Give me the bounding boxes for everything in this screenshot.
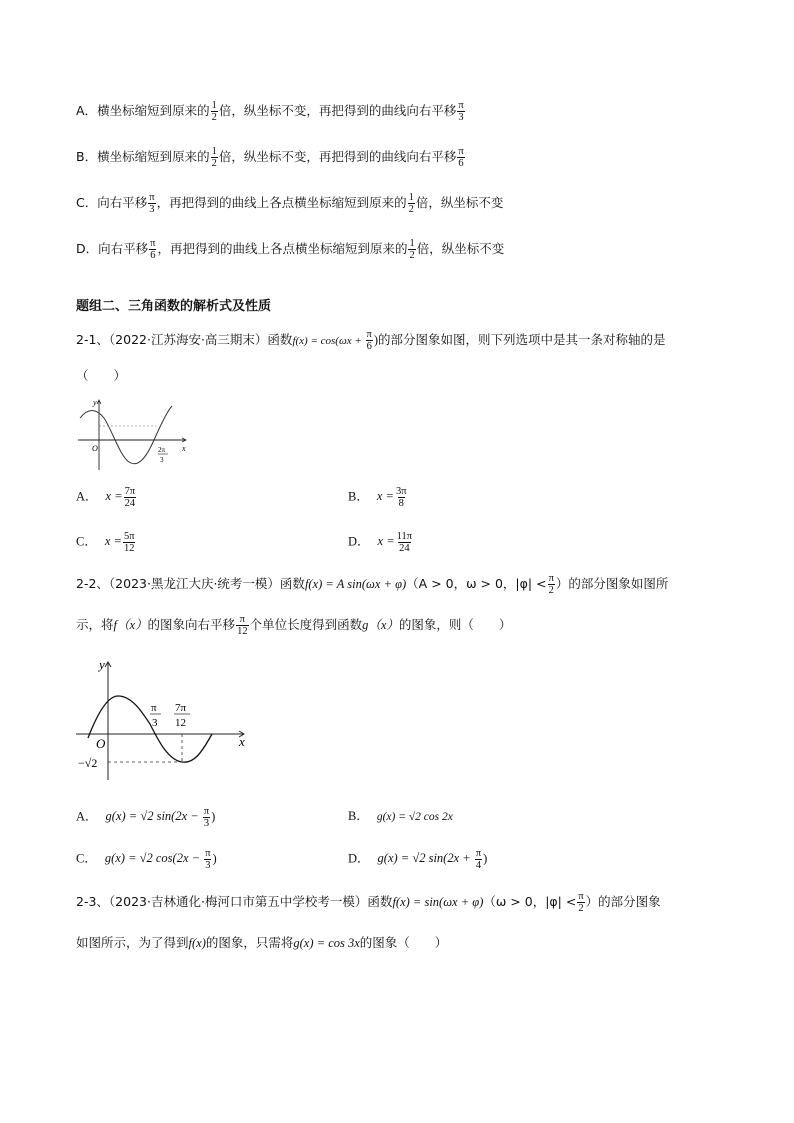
question-number: 2-1、 xyxy=(76,332,109,347)
question-2-2-line2: 示，将f（x）的图象向右平移 $\frac{\pi}{12}$ 个单位长度得到函数g（x）的图象，则（ ） xyxy=(76,614,512,637)
option-label: A． xyxy=(76,103,98,118)
q1-option-a: A． x = $\frac{7\pi}{24}$ xyxy=(76,486,136,509)
q2-option-c: C． g(x) = √2 cos(2x − $\frac{\pi}{3}$ ) xyxy=(76,848,217,871)
fraction: $\frac{\pi}{4}$ xyxy=(475,848,482,871)
q2-option-d: D． g(x) = √2 sin(2x + $\frac{\pi}{4}$ ) xyxy=(348,848,488,871)
tick-label-num: 7π xyxy=(175,702,187,714)
tick-label-den: 12 xyxy=(175,717,186,729)
option-label: C． xyxy=(76,195,98,210)
option-label: C． xyxy=(76,534,97,549)
graph-2-1 xyxy=(76,396,194,472)
q1-option-d: D． x = $\frac{11\pi}{24}$ xyxy=(348,531,413,554)
option-label: A． xyxy=(76,489,98,504)
question-source: （2023·吉林通化·梅河口市第五中学校考一模）函数 xyxy=(108,894,393,909)
sine-curve xyxy=(88,696,212,762)
fraction: $\frac{\pi}{12}$ xyxy=(237,614,248,637)
fraction: $\frac{5\pi}{12}$ xyxy=(123,531,135,554)
fraction: $\frac{\pi}{6}$ xyxy=(458,146,464,169)
y-min-label: −√2 xyxy=(78,756,98,770)
option-a-top: A．横坐标缩短到原来的 $\frac{1}{2}$ 倍，纵坐标不变，再把得到的曲线向右平移 $\frac{\pi}{3}$ xyxy=(76,100,464,123)
q1-option-b: B． x = $\frac{3\pi}{8}$ xyxy=(348,486,407,509)
fraction: $\frac{\pi}{6}$ xyxy=(366,329,372,352)
function-expression: f(x) = A sin(ωx + φ) xyxy=(304,577,407,591)
q2-option-a: A． g(x) = √2 sin(2x − $\frac{\pi}{3}$ ) xyxy=(76,806,216,829)
fraction: $\frac{\pi}{2}$ xyxy=(578,891,584,914)
origin-label: O xyxy=(92,444,98,453)
option-c-top: C．向右平移 $\frac{\pi}{3}$ ，再把得到的曲线上各点横坐标缩短到原来的 $\frac{1}{2}$ 倍，纵坐标不变 xyxy=(76,192,504,215)
option-d-top: D．向右平移 $\frac{\pi}{6}$ ，再把得到的曲线上各点横坐标缩短到原来的 $\frac{1}{2}$ 倍，纵坐标不变 xyxy=(76,238,505,261)
function-expression: f(x) = sin(ωx + φ) xyxy=(392,895,484,909)
fraction: $\frac{7\pi}{24}$ xyxy=(124,486,136,509)
y-axis-label: y xyxy=(93,398,97,407)
fraction: $\frac{\pi}{3}$ xyxy=(205,848,211,871)
option-label: A． xyxy=(76,809,98,824)
q1-option-c: C． x = $\frac{5\pi}{12}$ xyxy=(76,531,135,554)
fraction: $\frac{1}{2}$ xyxy=(211,100,217,123)
option-label: D． xyxy=(76,241,99,256)
fraction: $\frac{1}{2}$ xyxy=(408,192,414,215)
fraction: $\frac{\pi}{3}$ xyxy=(149,192,155,215)
fraction: $\frac{\pi}{2}$ xyxy=(548,573,554,596)
q2-option-b: B． g(x) = √2 cos 2x xyxy=(348,809,453,823)
graph-2-2 xyxy=(76,652,252,782)
function-expression: f(x) = cos(ωx + xyxy=(292,335,365,347)
fraction: $\frac{1}{2}$ xyxy=(409,238,415,261)
question-2-3: 2-3、（2023·吉林通化·梅河口市第五中学校考一模）函数f(x) = sin(ωx + φ)（ω > 0，|φ| < $\frac{\pi}{2}$ ）的部分图象 xyxy=(76,891,661,914)
option-label: C． xyxy=(76,851,97,866)
question-2-2: 2-2、（2023·黑龙江大庆·统考一模）函数f(x) = A sin(ωx + φ)（A > 0，ω > 0，|φ| < $\frac{\pi}{2}$ ）的部分图象如图所 xyxy=(76,573,669,596)
option-label: D． xyxy=(348,534,370,549)
tick-label-num: π xyxy=(151,702,157,714)
fraction: $\frac{\pi}{6}$ xyxy=(150,238,156,261)
option-b-top: B．横坐标缩短到原来的 $\frac{1}{2}$ 倍，纵坐标不变，再把得到的曲线向右平移 $\frac{\pi}{6}$ xyxy=(76,146,464,169)
x-axis-label: x xyxy=(239,734,245,749)
fraction: $\frac{\pi}{3}$ xyxy=(203,806,210,829)
tick-label-num: 2π xyxy=(158,446,166,454)
y-axis-label: y xyxy=(99,657,105,672)
option-label: D． xyxy=(348,851,370,866)
question-2-3-line2: 如图所示，为了得到f(x)的图象，只需将g(x) = cos 3x的图象（ ） xyxy=(76,935,448,950)
fraction: $\frac{11\pi}{24}$ xyxy=(396,531,413,554)
fraction: $\frac{3\pi}{8}$ xyxy=(395,486,407,509)
origin-label: O xyxy=(96,736,106,751)
fraction: $\frac{\pi}{3}$ xyxy=(458,100,464,123)
option-label: B． xyxy=(76,149,98,164)
fraction: $\frac{1}{2}$ xyxy=(211,146,217,169)
option-label: B． xyxy=(348,809,369,823)
question-2-1: 2-1、（2022·江苏海安·高三期末）函数f(x) = cos(ωx + $\frac{\pi}{6}$ )的部分图象如图，则下列选项中是其一条对称轴的是 xyxy=(76,329,666,352)
tick-label-den: 3 xyxy=(160,456,164,464)
answer-blank: （ ） xyxy=(76,368,127,383)
option-label: B． xyxy=(348,489,369,504)
question-number: 2-3、 xyxy=(76,894,109,909)
question-number: 2-2、 xyxy=(76,576,109,591)
tick-label-den: 3 xyxy=(152,717,158,729)
question-source: （2022·江苏海安·高三期末）函数 xyxy=(108,332,293,347)
sine-curve xyxy=(80,406,172,464)
section-heading: 题组二、三角函数的解析式及性质 xyxy=(76,299,272,314)
x-axis-label: x xyxy=(182,444,186,453)
question-source: （2023·黑龙江大庆·统考一模）函数 xyxy=(108,576,305,591)
